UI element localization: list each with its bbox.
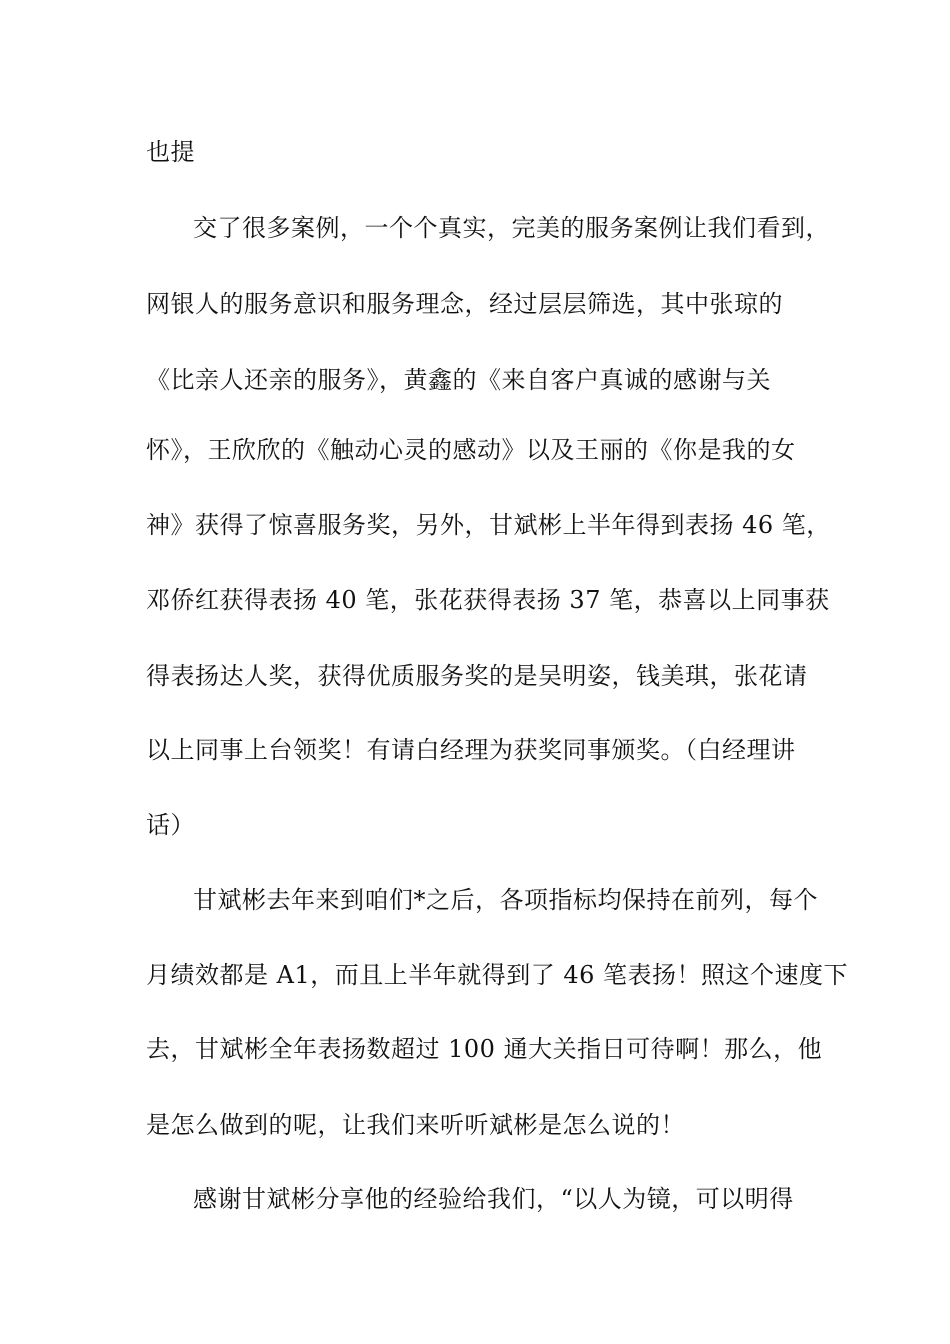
text-line: 怀》，王欣欣的《触动心灵的感动》以及王丽的《你是我的女 (146, 436, 796, 464)
text-line: 《比亲人还亲的服务》，黄鑫的《来自客户真诚的感谢与关 (146, 366, 771, 394)
text-line: 以上同事上台领奖！有请白经理为获奖同事颁奖。（白经理讲 (146, 736, 796, 764)
text-line: 网银人的服务意识和服务理念，经过层层筛选，其中张琼的 (146, 290, 783, 318)
text-line: 也提 (146, 138, 195, 166)
text-line: 交了很多案例，一个个真实，完美的服务案例让我们看到， (193, 214, 830, 242)
text-line: 月绩效都是 A1，而且上半年就得到了 46 笔表扬！照这个速度下 (146, 961, 849, 989)
text-line: 去，甘斌彬全年表扬数超过 100 通大关指日可待啊！那么，他 (146, 1035, 823, 1063)
text-line: 感谢甘斌彬分享他的经验给我们，“以人为镜，可以明得 (193, 1185, 794, 1213)
text-line: 甘斌彬去年来到咱们*之后，各项指标均保持在前列，每个 (193, 886, 818, 914)
text-line: 得表扬达人奖，获得优质服务奖的是吴明姿，钱美琪，张花请 (146, 662, 808, 690)
text-line: 邓侨红获得表扬 40 笔，张花获得表扬 37 笔，恭喜以上同事获 (146, 586, 830, 614)
text-line: 是怎么做到的呢，让我们来听听斌彬是怎么说的！ (146, 1111, 685, 1139)
text-line: 神》获得了惊喜服务奖，另外，甘斌彬上半年得到表扬 46 笔， (146, 511, 831, 539)
text-line: 话） (146, 811, 195, 839)
